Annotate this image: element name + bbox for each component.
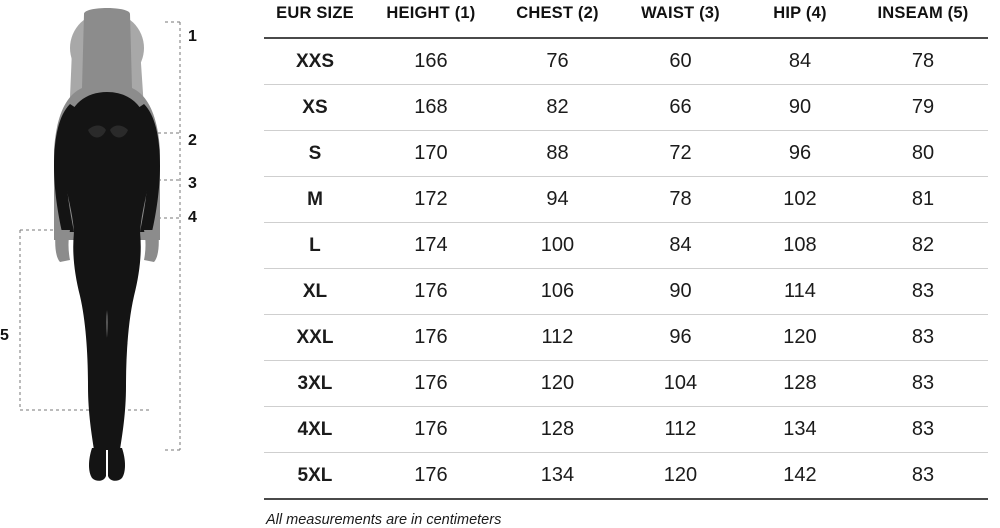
table-header-row	[264, 0, 988, 38]
cell-height: 166	[366, 38, 496, 85]
cell-chest: 76	[496, 38, 619, 85]
cell-size: XL	[264, 269, 366, 315]
left-foot	[89, 448, 106, 481]
cell-hip: 142	[742, 453, 858, 500]
cell-chest: 100	[496, 223, 619, 269]
cell-size: XXL	[264, 315, 366, 361]
column-header-eur-size: EUR SIZE	[276, 4, 354, 22]
cell-waist: 90	[619, 269, 742, 315]
table-row	[264, 407, 988, 453]
right-foot	[108, 448, 125, 481]
size-table-panel	[256, 0, 1000, 528]
cell-size: 3XL	[264, 361, 366, 407]
cell-hip: 128	[742, 361, 858, 407]
table-row	[264, 177, 988, 223]
cell-chest: 106	[496, 269, 619, 315]
table-row	[264, 38, 988, 85]
right-hand	[144, 230, 159, 262]
cell-height: 176	[366, 269, 496, 315]
cell-inseam: 78	[858, 38, 988, 85]
cell-chest: 112	[496, 315, 619, 361]
table-row	[264, 131, 988, 177]
cell-size: XXS	[264, 38, 366, 85]
cell-waist: 96	[619, 315, 742, 361]
table-row	[264, 223, 988, 269]
measurement-units-note: All measurements are in centimeters	[266, 512, 502, 528]
cell-hip: 134	[742, 407, 858, 453]
cell-waist: 84	[619, 223, 742, 269]
measurement-figure-panel	[0, 0, 256, 510]
cell-waist: 104	[619, 361, 742, 407]
cell-waist: 72	[619, 131, 742, 177]
column-header-inseam: INSEAM (5)	[877, 4, 969, 22]
cell-chest: 88	[496, 131, 619, 177]
measure-label-4: 4	[188, 209, 197, 226]
cell-inseam: 83	[858, 453, 988, 500]
cell-inseam: 83	[858, 315, 988, 361]
cell-hip: 90	[742, 85, 858, 131]
cell-inseam: 79	[858, 85, 988, 131]
cell-inseam: 81	[858, 177, 988, 223]
torso-shape	[64, 92, 150, 236]
cell-height: 176	[366, 315, 496, 361]
body-figure-illustration	[0, 0, 256, 510]
cell-chest: 134	[496, 453, 619, 500]
cell-height: 176	[366, 361, 496, 407]
cell-hip: 114	[742, 269, 858, 315]
size-chart-table	[264, 0, 988, 500]
cell-chest: 82	[496, 85, 619, 131]
cell-height: 168	[366, 85, 496, 131]
cell-hip: 108	[742, 223, 858, 269]
measure-label-5: 5	[0, 327, 9, 344]
cell-height: 176	[366, 453, 496, 500]
table-row	[264, 85, 988, 131]
cell-height: 174	[366, 223, 496, 269]
cell-inseam: 83	[858, 407, 988, 453]
cell-waist: 78	[619, 177, 742, 223]
cell-size: 5XL	[264, 453, 366, 500]
cell-inseam: 82	[858, 223, 988, 269]
cell-chest: 128	[496, 407, 619, 453]
table-row	[264, 453, 988, 500]
table-row	[264, 361, 988, 407]
table-body	[264, 38, 988, 499]
cell-hip: 120	[742, 315, 858, 361]
cell-inseam: 80	[858, 131, 988, 177]
cell-size: L	[264, 223, 366, 269]
cell-inseam: 83	[858, 361, 988, 407]
cell-waist: 60	[619, 38, 742, 85]
cell-waist: 112	[619, 407, 742, 453]
measure-label-1: 1	[188, 28, 197, 45]
cell-size: 4XL	[264, 407, 366, 453]
table-row	[264, 315, 988, 361]
measure-label-2: 2	[188, 132, 197, 149]
cell-inseam: 83	[858, 269, 988, 315]
column-header-waist: WAIST (3)	[641, 4, 720, 22]
cell-waist: 120	[619, 453, 742, 500]
table-row	[264, 269, 988, 315]
column-header-chest: CHEST (2)	[516, 4, 599, 22]
cell-height: 170	[366, 131, 496, 177]
cell-height: 172	[366, 177, 496, 223]
cell-chest: 120	[496, 361, 619, 407]
cell-size: XS	[264, 85, 366, 131]
cell-size: S	[264, 131, 366, 177]
cell-height: 176	[366, 407, 496, 453]
cell-hip: 84	[742, 38, 858, 85]
cell-hip: 102	[742, 177, 858, 223]
left-hand	[55, 230, 70, 262]
cell-chest: 94	[496, 177, 619, 223]
measure-label-3: 3	[188, 175, 197, 192]
cell-waist: 66	[619, 85, 742, 131]
column-header-height: HEIGHT (1)	[386, 4, 476, 22]
column-header-hip: HIP (4)	[773, 4, 827, 22]
cell-hip: 96	[742, 131, 858, 177]
table-header	[264, 0, 988, 38]
cell-size: M	[264, 177, 366, 223]
